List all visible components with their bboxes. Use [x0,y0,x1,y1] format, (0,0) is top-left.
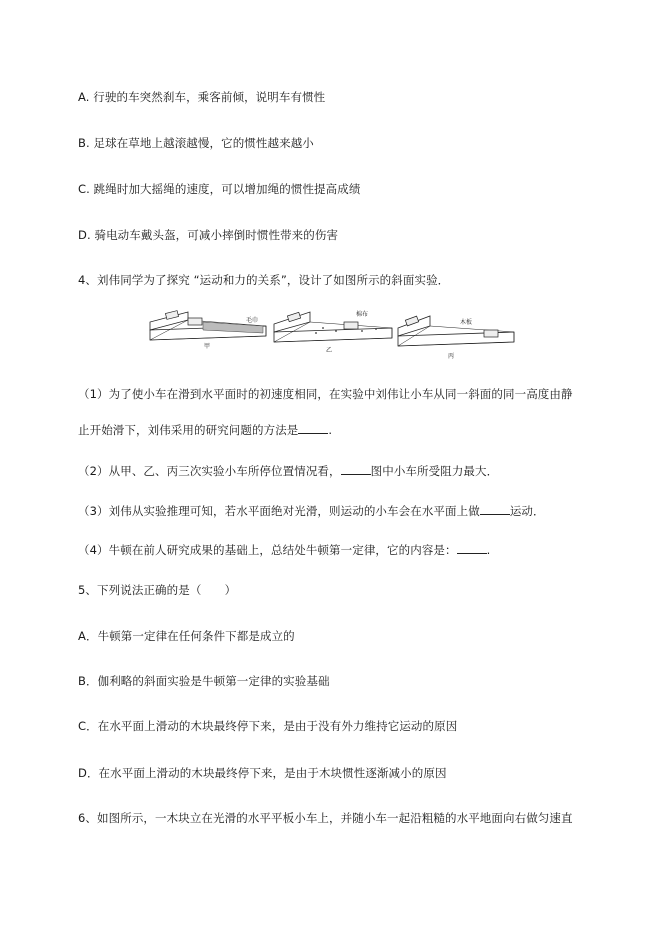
q5-option-c: C．在水平面上滑动的木块最终停下来，是由于没有外力维持它运动的原因 [78,719,458,733]
q5-option-a: A．牛顿第一定律在任何条件下都是成立的 [78,629,295,643]
answer-blank[interactable] [457,542,487,554]
q3-option-b: B. 足球在草地上越滚越慢，它的惯性越来越小 [78,136,314,150]
q4-sub4 [78,542,490,558]
q4-sub1-line2 [78,422,332,438]
panel-yi [274,310,392,354]
q4-sub2-text: （2）从甲、乙、丙三次实验小车所停位置情况看， [78,464,341,478]
q4-sub3-end: 运动． [509,504,545,518]
panel-bing [398,316,514,360]
label-jia: 甲 [204,343,211,350]
incline-experiment-figure [148,300,516,364]
q5-option-d: D．在水平面上滑动的木块最终停下来，是由于木块惯性逐渐减小的原因 [78,766,447,780]
q4-sub4-text: （4）牛顿在前人研究成果的基础上，总结处牛顿第一定律，它的内容是： [78,543,457,557]
label-muban: 木板 [460,319,473,326]
answer-blank[interactable] [341,463,371,475]
answer-blank[interactable] [298,422,328,434]
q4-sub1-line1: （1）为了使小车在滑到水平面时的初速度相同，在实验中刘伟让小车从同一斜面的同一高度由静 [78,387,573,401]
label-maojin: 毛巾 [246,317,259,324]
q4-stem: 4、刘伟同学为了探究 “运动和力的关系”，设计了如图所示的斜面实验． [78,273,450,287]
q4-sub2-end: 图中小车所受阻力最大． [370,464,499,478]
q3-option-a: A. 行驶的车突然刹车，乘客前倾，说明车有惯性 [78,90,326,104]
label-mianbu: 棉布 [356,311,369,318]
q5-option-b: B．伽利略的斜面实验是牛顿第一定律的实验基础 [78,674,330,688]
label-bing: 丙 [448,353,455,360]
q4-sub3 [78,503,545,519]
answer-blank[interactable] [480,503,510,515]
label-yi: 乙 [326,347,333,354]
q4-sub2 [78,463,498,479]
q4-sub1-end: . [328,423,333,437]
panel-jia [150,311,266,350]
q3-option-c: C. 跳绳时加大摇绳的速度，可以增加绳的惯性提高成绩 [78,182,361,196]
q4-sub3-text: （3）刘伟从实验推理可知，若水平面绝对光滑，则运动的小车会在水平面上做 [78,504,480,518]
q4-sub1-text: 止开始滑下，刘伟采用的研究问题的方法是 [78,423,299,437]
q5-stem: 5、下列说法正确的是（ ） [78,583,237,597]
q6-stem: 6、如图所示，一木块立在光滑的水平平板小车上，并随小车一起沿粗糙的水平地面向右做匀速直 [78,811,573,825]
q4-sub4-end: . [486,543,491,557]
q3-option-d: D. 骑电动车戴头盔，可减小摔倒时惯性带来的伤害 [78,228,339,242]
